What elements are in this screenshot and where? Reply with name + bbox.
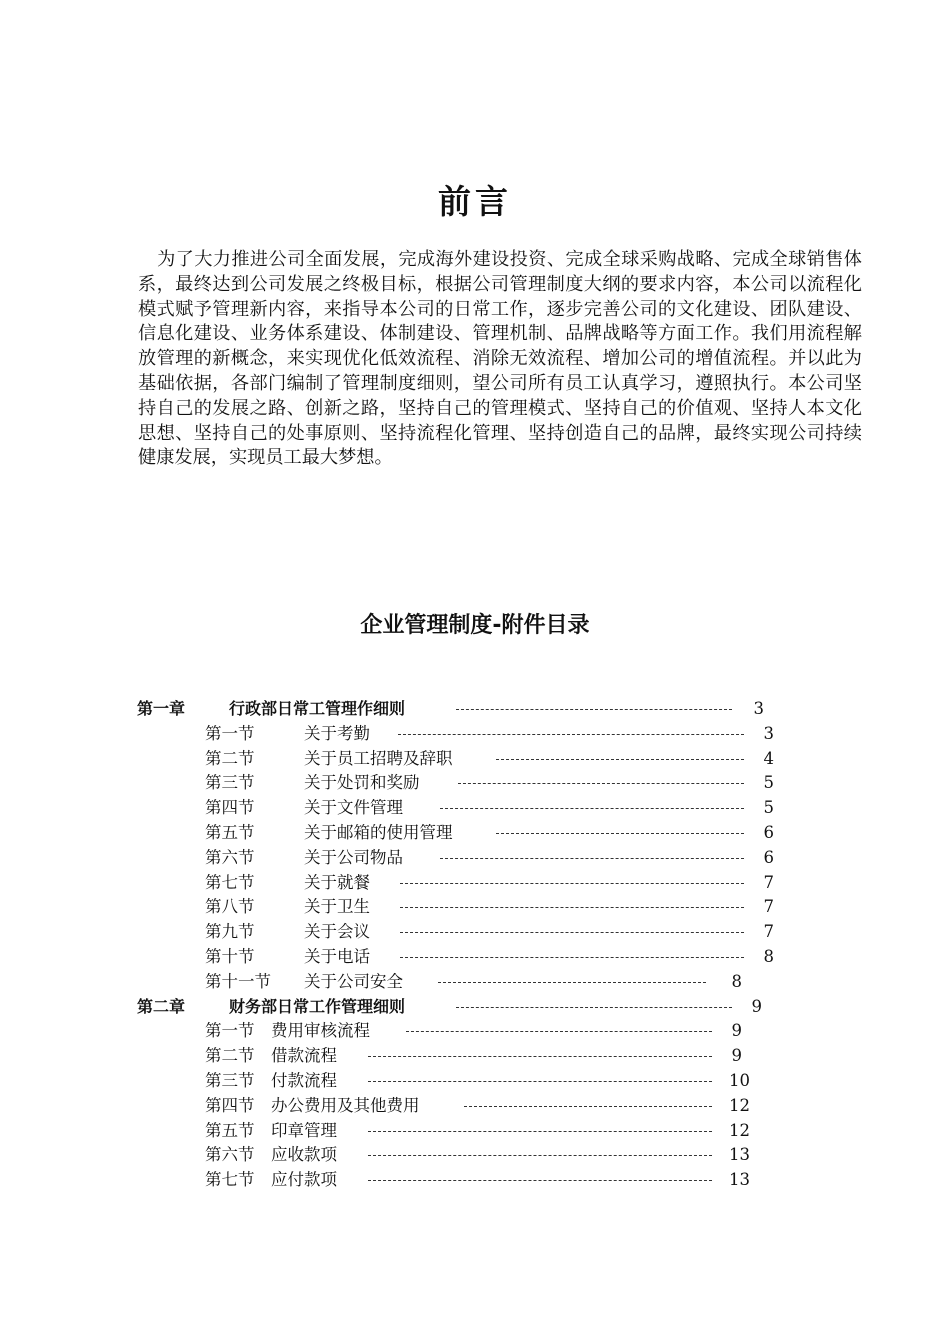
page-number: 12 (729, 1095, 750, 1115)
preface-body: 为了大力推进公司全面发展，完成海外建设投资、完成全球采购战略、完成全球销售体系，最终达到公司发展之终极目标，根据公司管理制度大纲的要求内容，本公司以流程化模式赋予管理新内容，来指导本公司的日常工作，逐步完善公司的文化建设、团队建设、信息化建设、业务体系建设、体制建设、管理机制、品牌战略等方面工作。我们用流程解放管理的新概念，来实现优化低效流程、消除无效流程、增加公司的增值流程。并以此为基础依据，各部门编制了管理制度细则，望公司所有员工认真学习，遵照执行。本公司坚持自己的发展之路、创新之路，坚持自己的管理模式、坚持自己的价值观、坚持人本文化思想、坚持自己的处事原则、坚持流程化管理、坚持创造自己的品牌，最终实现公司持续健康发展，实现员工最大梦想。 (138, 249, 862, 469)
leader-dots (496, 759, 744, 760)
section-title: 应付款项 (271, 1170, 337, 1190)
section-title: 借款流程 (271, 1046, 337, 1066)
toc-section-row (0, 722, 950, 747)
toc-section-row (0, 920, 950, 945)
leader-dots (368, 1131, 712, 1132)
section-title: 关于文件管理 (304, 798, 403, 818)
toc-section-row (0, 796, 950, 821)
section-title: 付款流程 (271, 1070, 337, 1090)
chapter-number: 第二章 (137, 996, 186, 1016)
page-number: 3 (753, 699, 764, 718)
section-title: 关于员工招聘及辞职 (304, 748, 453, 768)
toc-section-row (0, 945, 950, 970)
leader-dots (400, 883, 744, 884)
page-number: 8 (763, 946, 774, 966)
section-number: 第一节 (205, 1021, 255, 1041)
chapter-title: 行政部日常工管理作细则 (229, 699, 406, 718)
section-number: 第七节 (205, 1170, 255, 1190)
page-number: 6 (763, 847, 774, 867)
page-number: 5 (763, 798, 774, 818)
section-number: 第九节 (205, 922, 255, 942)
section-title: 关于邮箱的使用管理 (304, 822, 453, 842)
leader-dots (440, 808, 744, 809)
toc-section-row (0, 1143, 950, 1168)
toc-chapter-row (0, 697, 950, 722)
section-number: 第三节 (205, 773, 255, 793)
section-title: 关于就餐 (304, 872, 370, 892)
page-number: 12 (729, 1120, 750, 1140)
toc-section-row (0, 970, 950, 995)
leader-dots (496, 833, 744, 834)
section-title: 关于公司物品 (304, 847, 403, 867)
toc-section-row (0, 871, 950, 896)
toc-chapter-row (0, 995, 950, 1020)
leader-dots (368, 1056, 712, 1057)
section-number: 第十节 (205, 946, 255, 966)
page-number: 7 (763, 872, 774, 892)
section-number: 第二节 (205, 748, 255, 768)
section-number: 第二节 (205, 1046, 255, 1066)
section-title: 关于考勤 (304, 723, 370, 743)
section-title: 应收款项 (271, 1145, 337, 1165)
leader-dots (456, 1007, 732, 1008)
section-number: 第四节 (205, 798, 255, 818)
leader-dots (456, 709, 732, 710)
section-number: 第四节 (205, 1095, 255, 1115)
page-number: 10 (729, 1070, 750, 1090)
page-number: 5 (763, 773, 774, 793)
chapter-title: 财务部日常工作管理细则 (229, 996, 406, 1016)
toc-section-row (0, 1069, 950, 1094)
page-number: 7 (763, 922, 774, 942)
toc-section-row (0, 1168, 950, 1193)
leader-dots (400, 957, 744, 958)
page-number: 6 (763, 822, 774, 842)
section-title: 印章管理 (271, 1120, 337, 1140)
leader-dots (368, 1180, 712, 1181)
section-number: 第三节 (205, 1070, 255, 1090)
section-title: 关于公司安全 (304, 971, 403, 991)
toc-section-row (0, 1094, 950, 1119)
toc-section-row (0, 846, 950, 871)
toc-section-row (0, 1044, 950, 1069)
page-number: 9 (731, 1046, 742, 1066)
section-number: 第八节 (205, 897, 255, 917)
toc-title: 企业管理制度-附件目录 (360, 613, 590, 638)
section-number: 第十一节 (205, 971, 271, 991)
toc-section-row (0, 1119, 950, 1144)
page-number: 4 (763, 748, 774, 768)
section-title: 关于电话 (304, 946, 370, 966)
section-title: 关于处罚和奖励 (304, 773, 420, 793)
preface-title: 前言 (438, 182, 512, 221)
section-number: 第六节 (205, 1145, 255, 1165)
toc-section-row (0, 821, 950, 846)
page-number: 7 (763, 897, 774, 917)
leader-dots (438, 982, 706, 983)
section-title: 费用审核流程 (271, 1021, 370, 1041)
leader-dots (400, 932, 744, 933)
leader-dots (440, 858, 744, 859)
page-number: 9 (731, 1021, 742, 1041)
leader-dots (400, 907, 744, 908)
page-number: 13 (729, 1170, 750, 1190)
page-number: 3 (763, 723, 774, 743)
page-number: 8 (731, 971, 742, 991)
section-number: 第六节 (205, 847, 255, 867)
toc-section-row (0, 1019, 950, 1044)
section-number: 第五节 (205, 1120, 255, 1140)
toc-section-row (0, 771, 950, 796)
toc-section-row (0, 895, 950, 920)
page-number: 9 (751, 996, 762, 1016)
section-title: 办公费用及其他费用 (271, 1095, 420, 1115)
leader-dots (464, 1106, 712, 1107)
section-title: 关于会议 (304, 922, 370, 942)
leader-dots (458, 783, 744, 784)
toc-section-row (0, 747, 950, 772)
leader-dots (368, 1081, 712, 1082)
leader-dots (398, 734, 744, 735)
leader-dots (406, 1031, 712, 1032)
section-number: 第七节 (205, 872, 255, 892)
section-title: 关于卫生 (304, 897, 370, 917)
page-number: 13 (729, 1145, 750, 1165)
section-number: 第一节 (205, 723, 255, 743)
leader-dots (368, 1155, 712, 1156)
table-of-contents (0, 697, 950, 1193)
chapter-number: 第一章 (137, 699, 186, 718)
section-number: 第五节 (205, 822, 255, 842)
